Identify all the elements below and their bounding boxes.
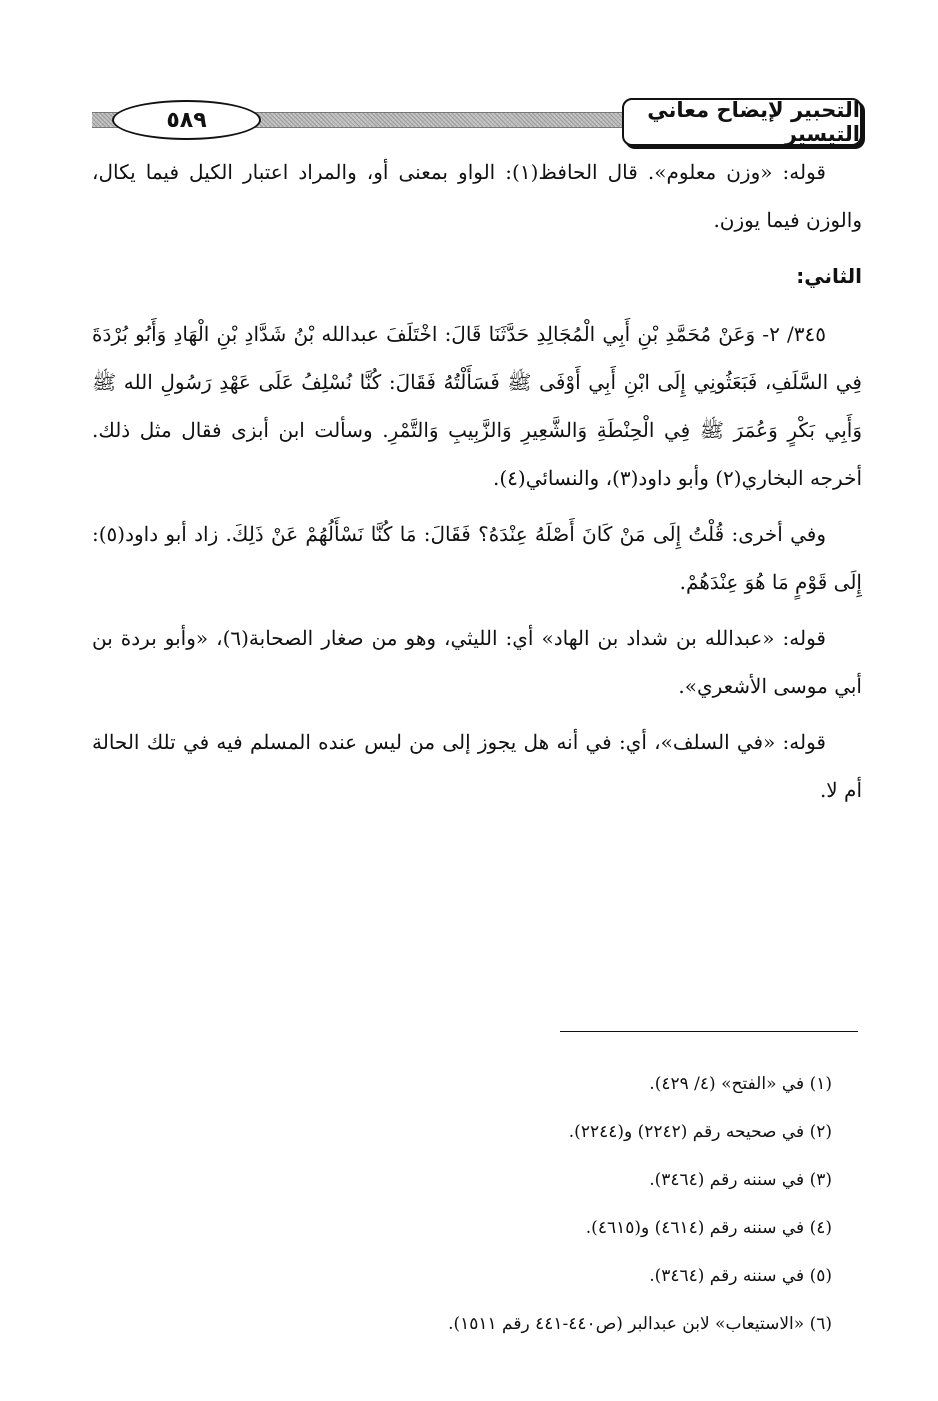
section-heading: الثاني:	[796, 264, 862, 288]
footnote: (٢) في صحيحه رقم (٢٢٤٢) و(٢٢٤٤).	[568, 1122, 832, 1142]
page-number: ٥٨٩	[166, 107, 207, 133]
footnotes	[92, 1060, 862, 1348]
page-header	[92, 98, 862, 148]
book-title-box	[622, 98, 862, 146]
footnote: (١) في «الفتح» (٤/ ٤٢٩).	[649, 1074, 832, 1094]
book-title: التحبير لإيضاح معاني التيسير	[647, 98, 860, 146]
paragraph-3: وفي أخرى: قُلْتُ إِلَى مَنْ كَانَ أَصْلَهُ عِنْدَهُ؟ فَقَالَ: مَا كُنَّا نَسْأَلُهُمْ عَنْ ذَلِكَ. زاد أبو داود(٥): إِلَى قَوْمٍ مَا هُوَ عِنْدَهُمْ.	[92, 522, 862, 594]
footnote-separator	[560, 1031, 858, 1032]
footnote: (٦) «الاستيعاب» لابن عبدالبر (ص٤٤٠-٤٤١ رقم ١٥١١).	[448, 1314, 832, 1334]
hadith-paragraph: ٣٤٥/ ٢- وَعَنْ مُحَمَّدِ بْنِ أَبِي الْمُجَالِدِ حَدَّثَنَا قَالَ: اخْتَلَفَ عبدالله بْنُ شَدَّادِ بْنِ الْهَادِ وَأَبُو بُرْدَةَ فِي السَّلَفِ، فَبَعَثُونِي إِلَى ابْنِ أَبِي أَوْفَى ﷺ فَسَأَلْتُهُ فَقَالَ: كُنَّا نُسْلِفُ عَلَى عَهْدِ رَسُولِ الله ﷺ وَأَبِي بَكْرٍ وَعُمَرَ ﷺ فِي الْحِنْطَةِ وَالشَّعِيرِ وَالزَّبِيبِ وَالتَّمْرِ. وسألت ابن أبزى فقال مثل ذلك. أخرجه البخاري(٢) وأبو داود(٣)، والنسائي(٤).	[92, 322, 862, 490]
paragraph-5: قوله: «في السلف»، أي: في أنه هل يجوز إلى من ليس عنده المسلم فيه في تلك الحالة أم لا.	[92, 730, 862, 802]
page-number-badge	[112, 100, 261, 140]
main-text	[92, 148, 862, 822]
footnote: (٥) في سننه رقم (٣٤٦٤).	[649, 1266, 832, 1286]
footnote: (٤) في سننه رقم (٤٦١٤) و(٤٦١٥).	[585, 1218, 832, 1238]
paragraph-4: قوله: «عبدالله بن شداد بن الهاد» أي: الليثي، وهو من صغار الصحابة(٦)، «وأبو بردة بن أبي موسى الأشعري».	[92, 626, 862, 698]
footnote: (٣) في سننه رقم (٣٤٦٤).	[649, 1170, 832, 1190]
paragraph-1: قوله: «وزن معلوم». قال الحافظ(١): الواو بمعنى أو، والمراد اعتبار الكيل فيما يكال، والوزن فيما يوزن.	[92, 160, 862, 232]
